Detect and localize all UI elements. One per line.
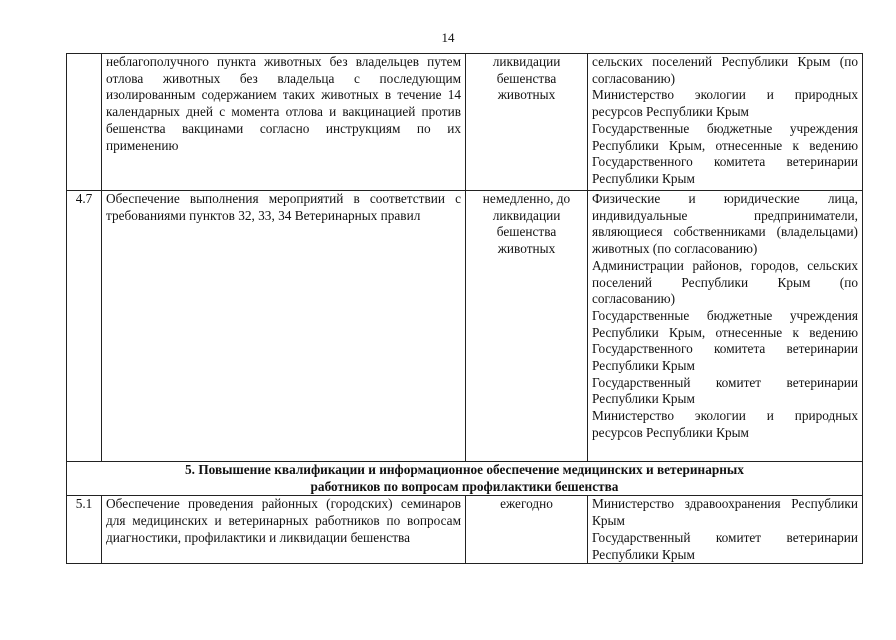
responsible-entry: Государственный комитет ветеринарии Республики Крым <box>592 374 858 407</box>
term-cell: немедленно, до ликвидации бешенства животных <box>466 191 588 462</box>
responsible-entry: Министерство экологии и природных ресурсов Республики Крым <box>592 87 858 120</box>
responsible-entry: Администрации районов, городов, сельских поселений Республики Крым (по согласованию) <box>592 257 858 307</box>
row-number: 5.1 <box>67 496 102 564</box>
table-row <box>67 54 863 191</box>
activity-cell: неблагополучного пункта животных без владельцев путем отлова животных без владельца с последующим изолированным содержанием таких животных в течение 14 календарных дней с момента отлова и вакцинацией против бешенства вакцинами согласно инструкциям по их применению <box>102 54 466 191</box>
responsible-cell <box>588 191 863 462</box>
section-title-line: 5. Повышение квалификации и информационное обеспечение медицинских и ветеринарных <box>185 462 744 477</box>
responsible-cell <box>588 496 863 564</box>
activity-cell: Обеспечение выполнения мероприятий в соответствии с требованиями пунктов 32, 33, 34 Ветеринарных правил <box>102 191 466 462</box>
responsible-entry: сельских поселений Республики Крым (по согласованию) <box>592 54 858 86</box>
page-number: 14 <box>441 30 455 45</box>
activity-cell: Обеспечение проведения районных (городских) семинаров для медицинских и ветеринарных работников по вопросам диагностики, профилактики и ликвидации бешенства <box>102 496 466 564</box>
table-row <box>67 496 863 564</box>
table-row <box>67 191 863 462</box>
responsible-entry: Министерство здравоохранения Республики Крым <box>592 496 858 529</box>
section-row <box>67 462 863 496</box>
row-number <box>67 54 102 191</box>
responsible-entry: Министерство экологии и природных ресурсов Республики Крым <box>592 408 858 440</box>
measures-table <box>66 53 863 564</box>
responsible-entry: Физические и юридические лица, индивидуальные предприниматели, являющиеся собственниками (владельцами) животных (по согласованию) <box>592 191 858 257</box>
term-cell: ликвидации бешенства животных <box>466 54 588 191</box>
responsible-entry: Государственные бюджетные учреждения Республики Крым, отнесенные к ведению Государственного комитета ветеринарии Республики Крым <box>592 307 858 374</box>
row-number: 4.7 <box>67 191 102 462</box>
term-cell: ежегодно <box>466 496 588 564</box>
responsible-cell <box>588 54 863 191</box>
section-heading <box>67 462 863 496</box>
responsible-entry: Государственный комитет ветеринарии Республики Крым <box>592 529 858 562</box>
section-title-line: работников по вопросам профилактики бешенства <box>310 478 619 494</box>
responsible-entry: Государственные бюджетные учреждения Республики Крым, отнесенные к ведению Государственного комитета ветеринарии Республики Крым <box>592 120 858 186</box>
